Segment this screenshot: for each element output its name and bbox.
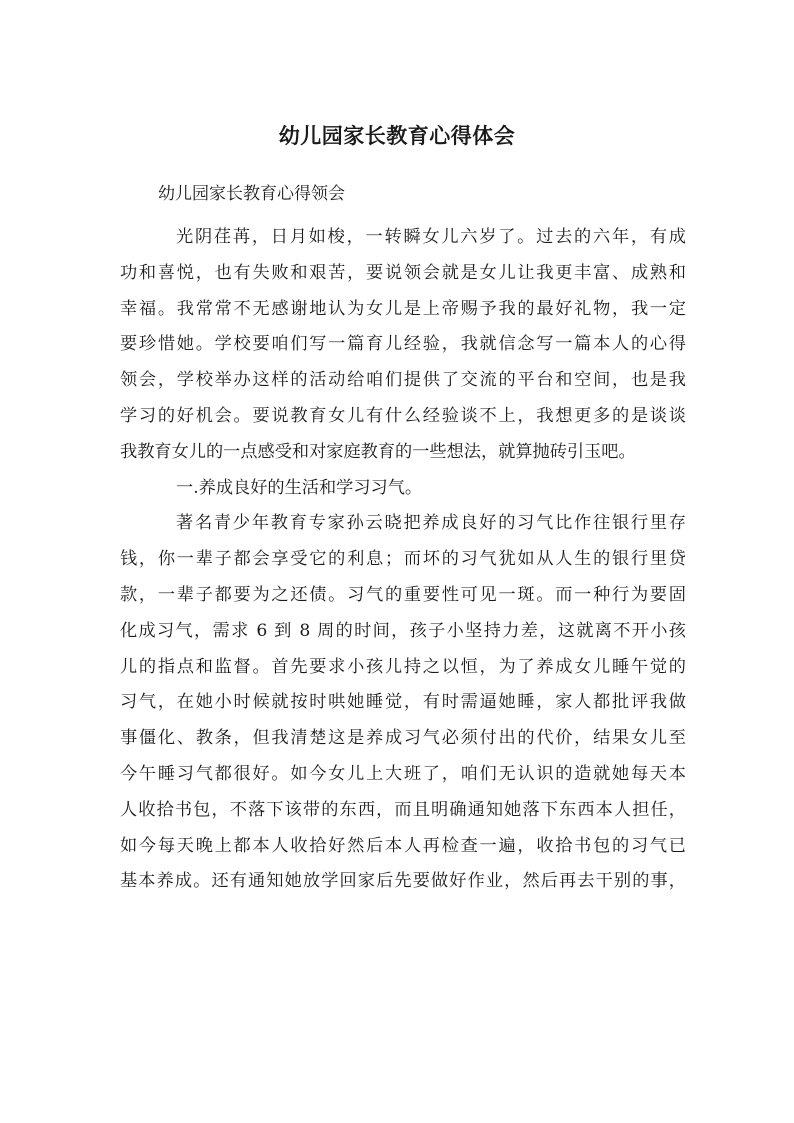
paragraph-line: 事僵化、教条，但我清楚这是养成习气必须付出的代价，结果女儿至 [120, 728, 686, 749]
paragraph-line: 钱，你一辈子都会享受它的利息；而坏的习气犹如从人生的银行里贷 [120, 549, 686, 570]
paragraph-line: 我教育女儿的一点感受和对家庭教育的一些想法，就算抛砖引玉吧。 [120, 441, 636, 462]
paragraph-line: 款，一辈子都要为之还债。习气的重要性可见一斑。而一种行为要固 [120, 584, 686, 605]
paragraph-line: 要珍惜她。学校要咱们写一篇育儿经验，我就信念写一篇本人的心得 [120, 334, 686, 355]
paragraph-line: 儿的指点和监督。首先要求小孩儿持之以恒，为了养成女儿睡午觉的 [120, 656, 686, 677]
paragraph-line: 习气，在她小时候就按时哄她睡觉，有时需逼她睡，家人都批评我做 [120, 692, 686, 713]
paragraph-line: 化成习气，需求 6 到 8 周的时间，孩子小坚持力差，这就离不开小孩 [120, 620, 686, 641]
document-title: 幼儿园家长教育心得体会 [278, 123, 516, 148]
paragraph-line: 一.养成良好的生活和学习习气。 [176, 477, 423, 498]
paragraph-line: 学习的好机会。要说教育女儿有什么经验谈不上，我想更多的是谈谈 [120, 405, 686, 426]
document-body [120, 220, 686, 900]
paragraph-line: 今午睡习气都很好。如今女儿上大班了，咱们无认识的造就她每天本 [120, 763, 686, 784]
document-subtitle: 幼儿园家长教育心得领会 [158, 184, 345, 204]
paragraph-line: 基本养成。还有通知她放学回家后先要做好作业，然后再去干别的事， [120, 871, 686, 892]
paragraph-line: 著名青少年教育专家孙云晓把养成良好的习气比作往银行里存 [176, 513, 686, 534]
paragraph-line: 光阴荏苒，日月如梭，一转瞬女儿六岁了。过去的六年，有成 [176, 227, 686, 247]
paragraph-line: 功和喜悦，也有失败和艰苦，要说领会就是女儿让我更丰富、成熟和 [120, 262, 686, 283]
paragraph-line: 人收拾书包，不落下该带的东西，而且明确通知她落下东西本人担任， [120, 799, 686, 820]
paragraph-line: 幸福。我常常不无感谢地认为女儿是上帝赐予我的最好礼物，我一定 [120, 298, 686, 319]
paragraph-line: 如今每天晚上都本人收拾好然后本人再检查一遍，收拾书包的习气已 [120, 835, 686, 856]
paragraph-line: 领会，学校举办这样的活动给咱们提供了交流的平台和空间，也是我 [120, 370, 686, 391]
